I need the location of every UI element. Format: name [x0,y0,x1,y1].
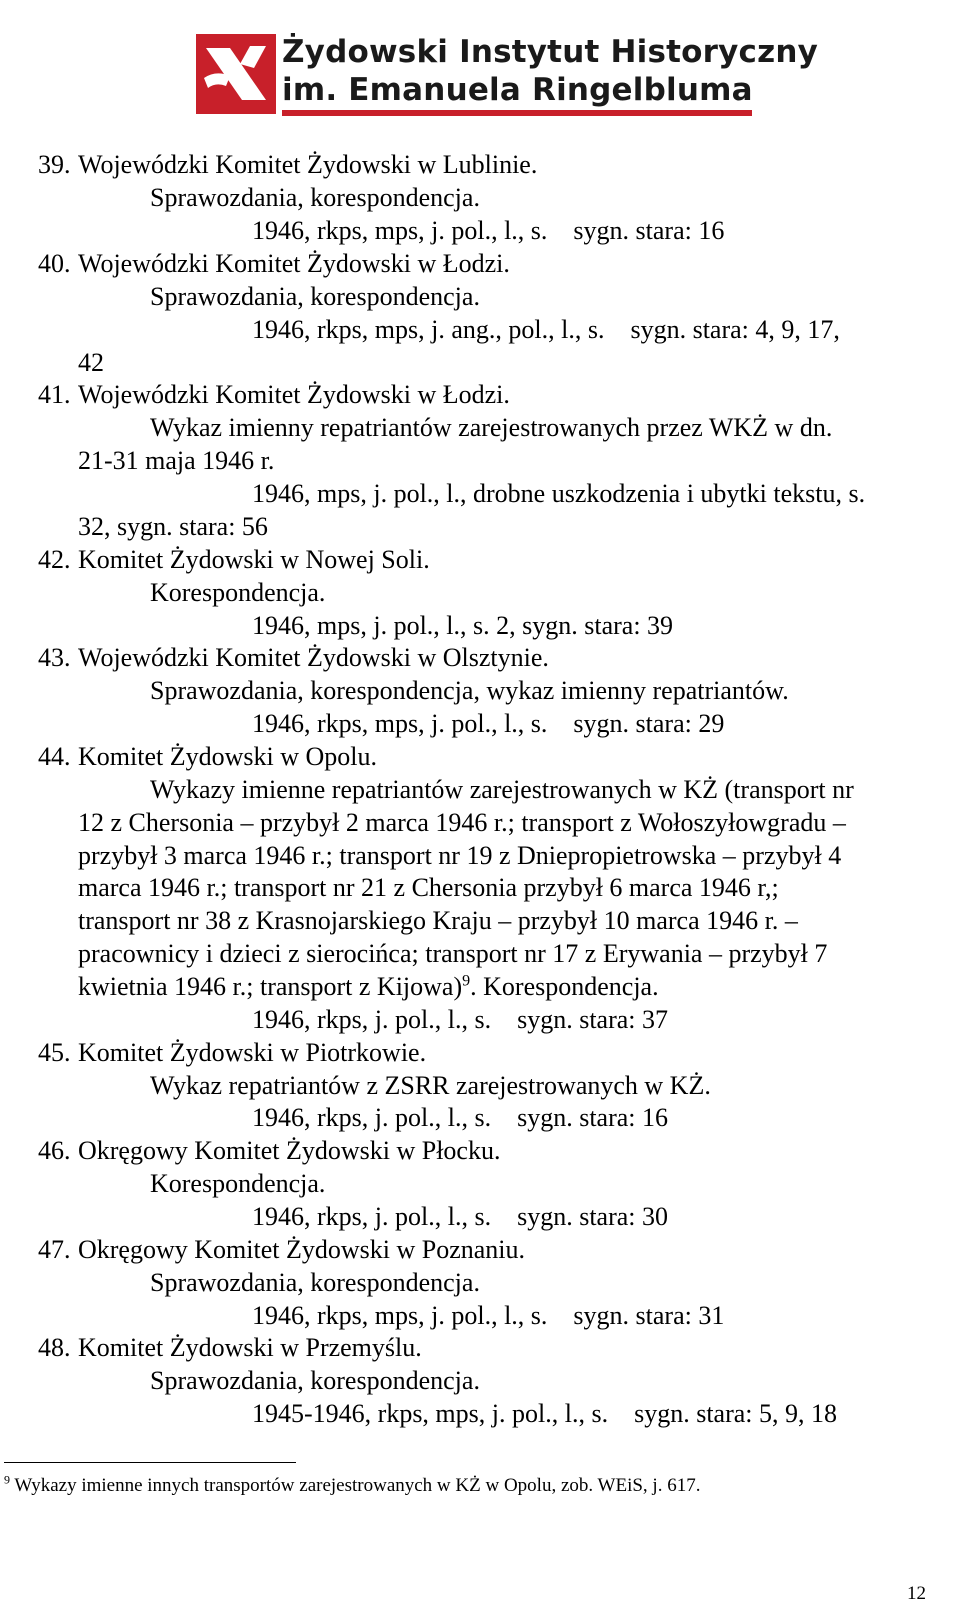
entry-details: 1946, mps, j. pol., l., drobne uszkodzenia i ubytki tekstu, s. [252,479,866,508]
entry-name: Komitet Żydowski w Piotrkowie. [78,1038,427,1067]
institute-logo [196,32,819,118]
entry-description-continued: 12 z Chersonia – przybył 2 marca 1946 r.; transport z Wołoszyłowgradu – [78,808,846,837]
entry-signature: sygn. stara: 37 [517,1005,668,1034]
entry-name: Komitet Żydowski w Opolu. [78,742,377,771]
entry-number: 43. [38,643,71,672]
entry-details-text: 1946, rkps, mps, j. pol., l., s. [252,216,548,245]
entry-number: 41. [38,380,71,409]
entry-number: 42. [38,545,71,574]
entry-number: 46. [38,1136,71,1165]
entry-name: Wojewódzki Komitet Żydowski w Łodzi. [78,380,510,409]
entry-name: Wojewódzki Komitet Żydowski w Lublinie. [78,150,538,179]
entry-name: Komitet Żydowski w Przemyślu. [78,1333,422,1362]
entry-name: Wojewódzki Komitet Żydowski w Olsztynie. [78,643,549,672]
footnote-separator [4,1462,296,1463]
entry-description-continued: marca 1946 r.; transport nr 21 z Chersonia przybył 6 marca 1946 r,; [78,873,779,902]
entry-name: Okręgowy Komitet Żydowski w Płocku. [78,1136,501,1165]
entry-details-text: 1946, rkps, mps, j. pol., l., s. [252,1301,548,1330]
entry-description: Sprawozdania, korespondencja. [150,282,480,311]
entry-details [252,216,724,246]
entry-signature: sygn. stara: 5, 9, 18 [634,1399,837,1428]
entry-description-continued: 21-31 maja 1946 r. [78,446,275,475]
footnote-text: Wykazy imienne innych transportów zarejestrowanych w KŻ w Opolu, zob. WEiS, j. 617. [14,1475,701,1496]
entry-details-text: 1946, rkps, j. pol., l., s. [252,1202,492,1231]
entry-number: 48. [38,1333,71,1362]
entry-description-continued [78,972,659,1002]
entry-details [252,1005,668,1035]
entry-number: 39. [38,150,71,179]
entry-number: 40. [38,249,71,278]
entry-name: Okręgowy Komitet Żydowski w Poznaniu. [78,1235,526,1264]
entry-description: Sprawozdania, korespondencja. [150,1366,480,1395]
entry-description: Wykaz imienny repatriantów zarejestrowanych przez WKŻ w dn. [150,413,833,442]
entry-details [252,315,840,345]
page-number: 12 [907,1583,926,1604]
entry-details-text: 1946, rkps, j. pol., l., s. [252,1103,492,1132]
entry-description-continued: transport nr 38 z Krasnojarskiego Kraju – przybył 10 marca 1946 r. – [78,906,798,935]
entry-number: 45. [38,1038,71,1067]
entry-details [252,1202,668,1232]
entry-details [252,1103,668,1133]
entry-signature: sygn. stara: 16 [517,1103,668,1132]
entry-details [252,1301,724,1331]
institute-emblem-icon [196,34,276,114]
entry-signature: sygn. stara: 4, 9, 17, [630,315,840,344]
logo-subtitle: im. Emanuela Ringelbluma [282,72,753,108]
entry-signature: sygn. stara: 30 [517,1202,668,1231]
entry-signature: sygn. stara: 29 [573,709,725,738]
logo-title: Żydowski Instytut Historyczny [282,34,819,70]
entry-description: Sprawozdania, korespondencja, wykaz imienny repatriantów. [150,676,789,705]
footnote-marker: 9 [4,1472,10,1487]
entry-details-text: 1946, rkps, j. pol., l., s. [252,1005,492,1034]
entry-description: Sprawozdania, korespondencja. [150,1268,480,1297]
entry-name: Komitet Żydowski w Nowej Soli. [78,545,430,574]
footnote [4,1474,700,1498]
entry-description: Korespondencja. [150,578,326,607]
entry-description-continued: pracownicy i dzieci z sierocińca; transport nr 17 z Erywania – przybył 7 [78,939,828,968]
entry-description-tail: . Korespondencja. [470,972,659,1001]
footnote-reference[interactable]: 9 [462,972,471,990]
entry-number: 44. [38,742,71,771]
entry-description: Sprawozdania, korespondencja. [150,183,480,212]
entry-description: Wykazy imienne repatriantów zarejestrowanych w KŻ (transport nr [150,775,854,804]
entry-signature-continued: 42 [78,348,104,377]
entry-signature: sygn. stara: 31 [573,1301,725,1330]
logo-underline [282,110,752,116]
entry-details [252,1399,837,1429]
entry-details-text: 1946, rkps, mps, j. pol., l., s. [252,709,548,738]
entry-description: Wykaz repatriantów z ZSRR zarejestrowanych w KŻ. [150,1071,711,1100]
entry-description-continued: przybył 3 marca 1946 r.; transport nr 19 z Dniepropietrowska – przybył 4 [78,841,842,870]
entry-details-continued: 32, sygn. stara: 56 [78,512,268,541]
entry-details [252,709,724,739]
entry-signature: sygn. stara: 16 [573,216,725,245]
entry-number: 47. [38,1235,71,1264]
entry-details: 1946, mps, j. pol., l., s. 2, sygn. stara: 39 [252,611,674,640]
entry-details-text: 1946, rkps, mps, j. ang., pol., l., s. [252,315,605,344]
entry-description: Korespondencja. [150,1169,326,1198]
entry-name: Wojewódzki Komitet Żydowski w Łodzi. [78,249,510,278]
entry-details-text: 1945-1946, rkps, mps, j. pol., l., s. [252,1399,609,1428]
entry-description-last: kwietnia 1946 r.; transport z Kijowa) [78,972,463,1001]
